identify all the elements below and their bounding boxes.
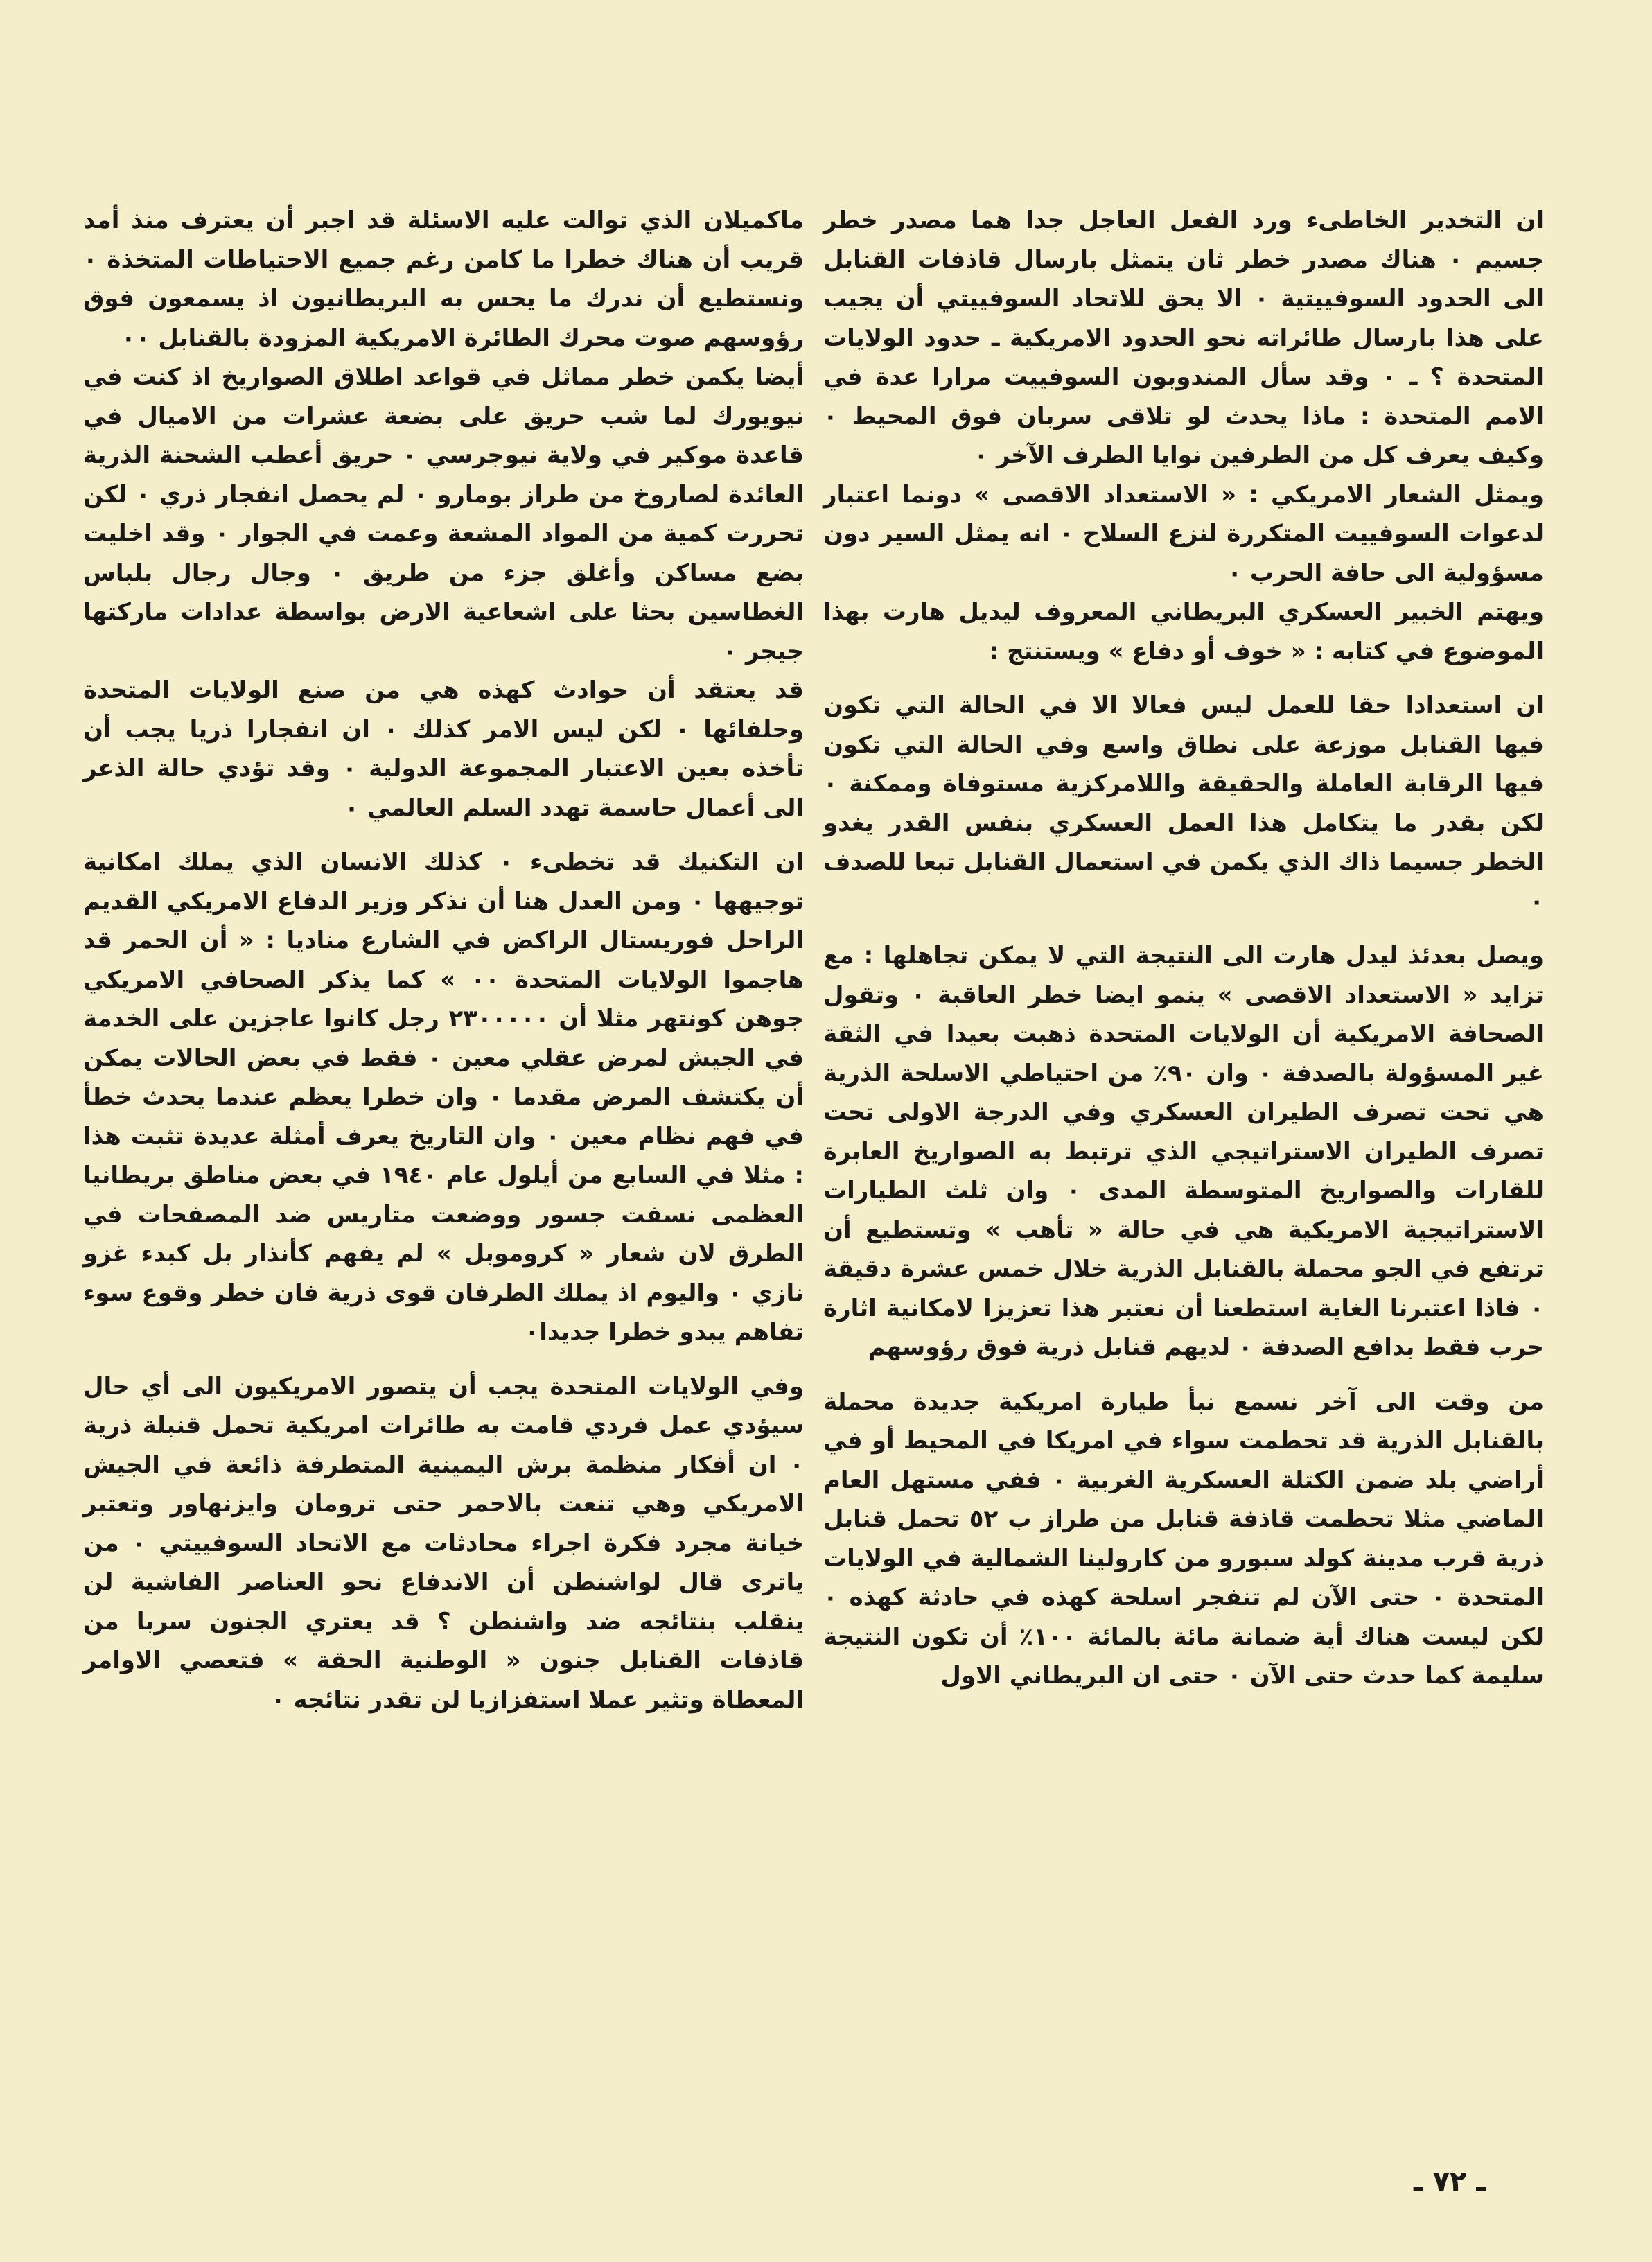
- paragraph: أيضا يكمن خطر مماثل في قواعد اطلاق الصواريخ اذ كنت في نيويورك لما شب حريق على بضعة عشرات من الاميال في قاعدة موكير في ولاية نيوجرسي ٠ حريق أعطب الشحنة الذرية العائدة لصاروخ من طراز بومارو ٠ لم يحصل انفجار ذري ٠ لكن تحررت كمية من المواد المشعة وعمت في الجوار ٠ وقد اخليت بضع مساكن وأغلق جزء من طريق ٠ وجال رجال بلباس الغطاسين بحثا على اشعاعية الارض بواسطة عدادات ماركتها جيجر ٠: [83, 363, 804, 665]
- paragraph: ويمثل الشعار الامريكي : « الاستعداد الاقصى » دونما اعتبار لدعوات السوفييت المتكررة لنزع السلاح ٠ انه يمثل السير دون مسؤولية الى حافة الحرب ٠: [823, 480, 1544, 587]
- paragraph: وفي الولايات المتحدة يجب أن يتصور الامريكيون الى أي حال سيؤدي عمل فردي قامت به طائرات امريكية تحمل قنبلة ذرية ٠ ان أفكار منظمة برش اليمينية المتطرفة ذائعة في الجيش الامريكي وهي تنعت بالاحمر حتى ترومان وايزنهاور وتعتبر خيانة مجرد فكرة اجراء محادثات مع الاتحاد السوفييتي ٠ من ياترى قال لواشنطن أن الاندفاع نحو العناصر الفاشية لن ينقلب بنتائجه ضد واشنطن ؟ قد يعتري الجنون سربا من قاذفات القنابل جنون « الوطنية الحقة » فتعصي الاوامر المعطاة وتثير عملا استفزازيا لن تقدر نتائجه ٠: [83, 1372, 805, 1714]
- paragraph: من وقت الى آخر نسمع نبأ طيارة امريكية جديدة محملة بالقنابل الذرية قد تحطمت سواء في امريكا في المحيط أو في أراضي بلد ضمن الكتلة العسكرية الغربية ٠ ففي مستهل العام الماضي مثلا تحطمت قاذفة قنابل من طراز ب ٥٢ تحمل قنابل ذرية قرب مدينة كولد سبورو من كارولينا الشمالية في الولايات المتحدة ٠ حتى الآن لم تنفجر اسلحة كهذه في حادثة كهذه ٠ لكن ليست هناك أية ضمانة مائة بالمائة ١٠٠٪ أن تكون النتيجة سليمة كما حدث حتى الآن ٠ حتى ان البريطاني الاول: [823, 1387, 1545, 1690]
- quote-paragraph: ان استعدادا حقا للعمل ليس فعالا الا في الحالة التي تكون فيها القنابل موزعة على نطاق واسع وفي الحالة التي تكون فيها الرقابة العاملة والحقيقة واللامركزية مستوفاة وممكنة ٠ لكن بقدر ما يتكامل هذا العمل العسكري بنفس القدر يغدو الخطر جسيما ذاك الذي يكمن في استعمال القنابل تبعا للصدف ٠: [823, 692, 1544, 915]
- right-column: [823, 201, 1544, 1696]
- left-column: [83, 201, 804, 1719]
- paragraph: ويهتم الخبير العسكري البريطاني المعروف ليديل هارت بهذا الموضوع في كتابه : « خوف أو دفاع » ويستنتج :: [823, 598, 1544, 665]
- paragraph: ماكميلان الذي توالت عليه الاسئلة قد اجبر أن يعترف منذ أمد قريب أن هناك خطرا ما كامن رغم جميع الاحتياطات المتخذة ٠ ونستطيع أن ندرك ما يحس به البريطانيون اذ يسمعون فوق رؤوسهم صوت محرك الطائرة الامريكية المزودة بالقنابل ٠٠: [83, 207, 804, 352]
- page-number: ـ ٧٢ ـ: [1414, 2166, 1486, 2198]
- paragraph: ان التخدير الخاطىء ورد الفعل العاجل جدا هما مصدر خطر جسيم ٠ هناك مصدر خطر ثان يتمثل بارسال قاذفات القنابل الى الحدود السوفييتية ٠ الا يحق للاتحاد السوفييتي أن يجيب على هذا بارسال طائراته نحو الحدود الامريكية ـ حدود الولايات المتحدة ؟ ـ ٠ وقد سأل المندوبون السوفييت مرارا عدة في الامم المتحدة : ماذا يحدث لو تلاقى سربان فوق المحيط ٠ وكيف يعرف كل من الطرفين نوايا الطرف الآخر ٠: [823, 207, 1544, 469]
- paragraph: ويصل بعدئذ ليدل هارت الى النتيجة التي لا يمكن تجاهلها : مع تزايد « الاستعداد الاقصى » ينمو ايضا خطر العاقبة ٠ وتقول الصحافة الامريكية أن الولايات المتحدة ذهبت بعيدا في الثقة غير المسؤولة بالصدفة ٠ وان ٩٠٪ من احتياطي الاسلحة الذرية هي تحت تصرف الطيران العسكري وفي الدرجة الاولى تحت تصرف الطيران الاستراتيجي الذي ترتبط به الصواريخ العابرة للقارات والصواريخ المتوسطة المدى ٠ وان ثلث الطيارات الاستراتيجية الامريكية هي في حالة « تأهب » وتستطيع أن ترتفع في الجو محملة بالقنابل الذرية خلال خمس عشرة دقيقة ٠ فاذا اعتبرنا الغاية استطعنا أن نعتبر هذا تعزيزا لامكانية اثارة حرب فقط بدافع الصدفة ٠ لديهم قنابل ذرية فوق رؤوسهم: [823, 942, 1545, 1361]
- paragraph: قد يعتقد أن حوادث كهذه هي من صنع الولايات المتحدة وحلفائها ٠ لكن ليس الامر كذلك ٠ ان انفجارا ذريا يجب أن تأخذه بعين الاعتبار المجموعة الدولية ٠ وقد تؤدي حالة الذعر الى أعمال حاسمة تهدد السلم العالمي ٠: [83, 676, 805, 822]
- paragraph: ان التكنيك قد تخطىء ٠ كذلك الانسان الذي يملك امكانية توجيهها ٠ ومن العدل هنا أن نذكر وزير الدفاع الامريكي القديم الراحل فوريستال الراكض في الشارع مناديا : « أن الحمر قد هاجموا الولايات المتحدة ٠٠ » كما يذكر الصحافي الامريكي جوهن كونتهر مثلا أن ٢٣٠٠٠٠٠ رجل كانوا عاجزين على الخدمة في الجيش لمرض عقلي معين ٠ فقط في بعض الحالات يمكن أن يكتشف المرض مقدما ٠ وان خطرا يعظم عندما يحدث خطأ في فهم نظام معين ٠ وان التاريخ يعرف أمثلة عديدة تثبت هذا : مثلا في السابع من أيلول عام ١٩٤٠ في بعض مناطق بريطانيا العظمى نسفت جسور ووضعت متاريس ضد المصفحات في الطرق لان شعار « كروموبل » لم يفهم كأنذار بل كبدء غزو نازي ٠ واليوم اذ يملك الطرفان قوى ذرية فان خطر وقوع سوء تفاهم يبدو خطرا جديدا٠: [83, 848, 805, 1346]
